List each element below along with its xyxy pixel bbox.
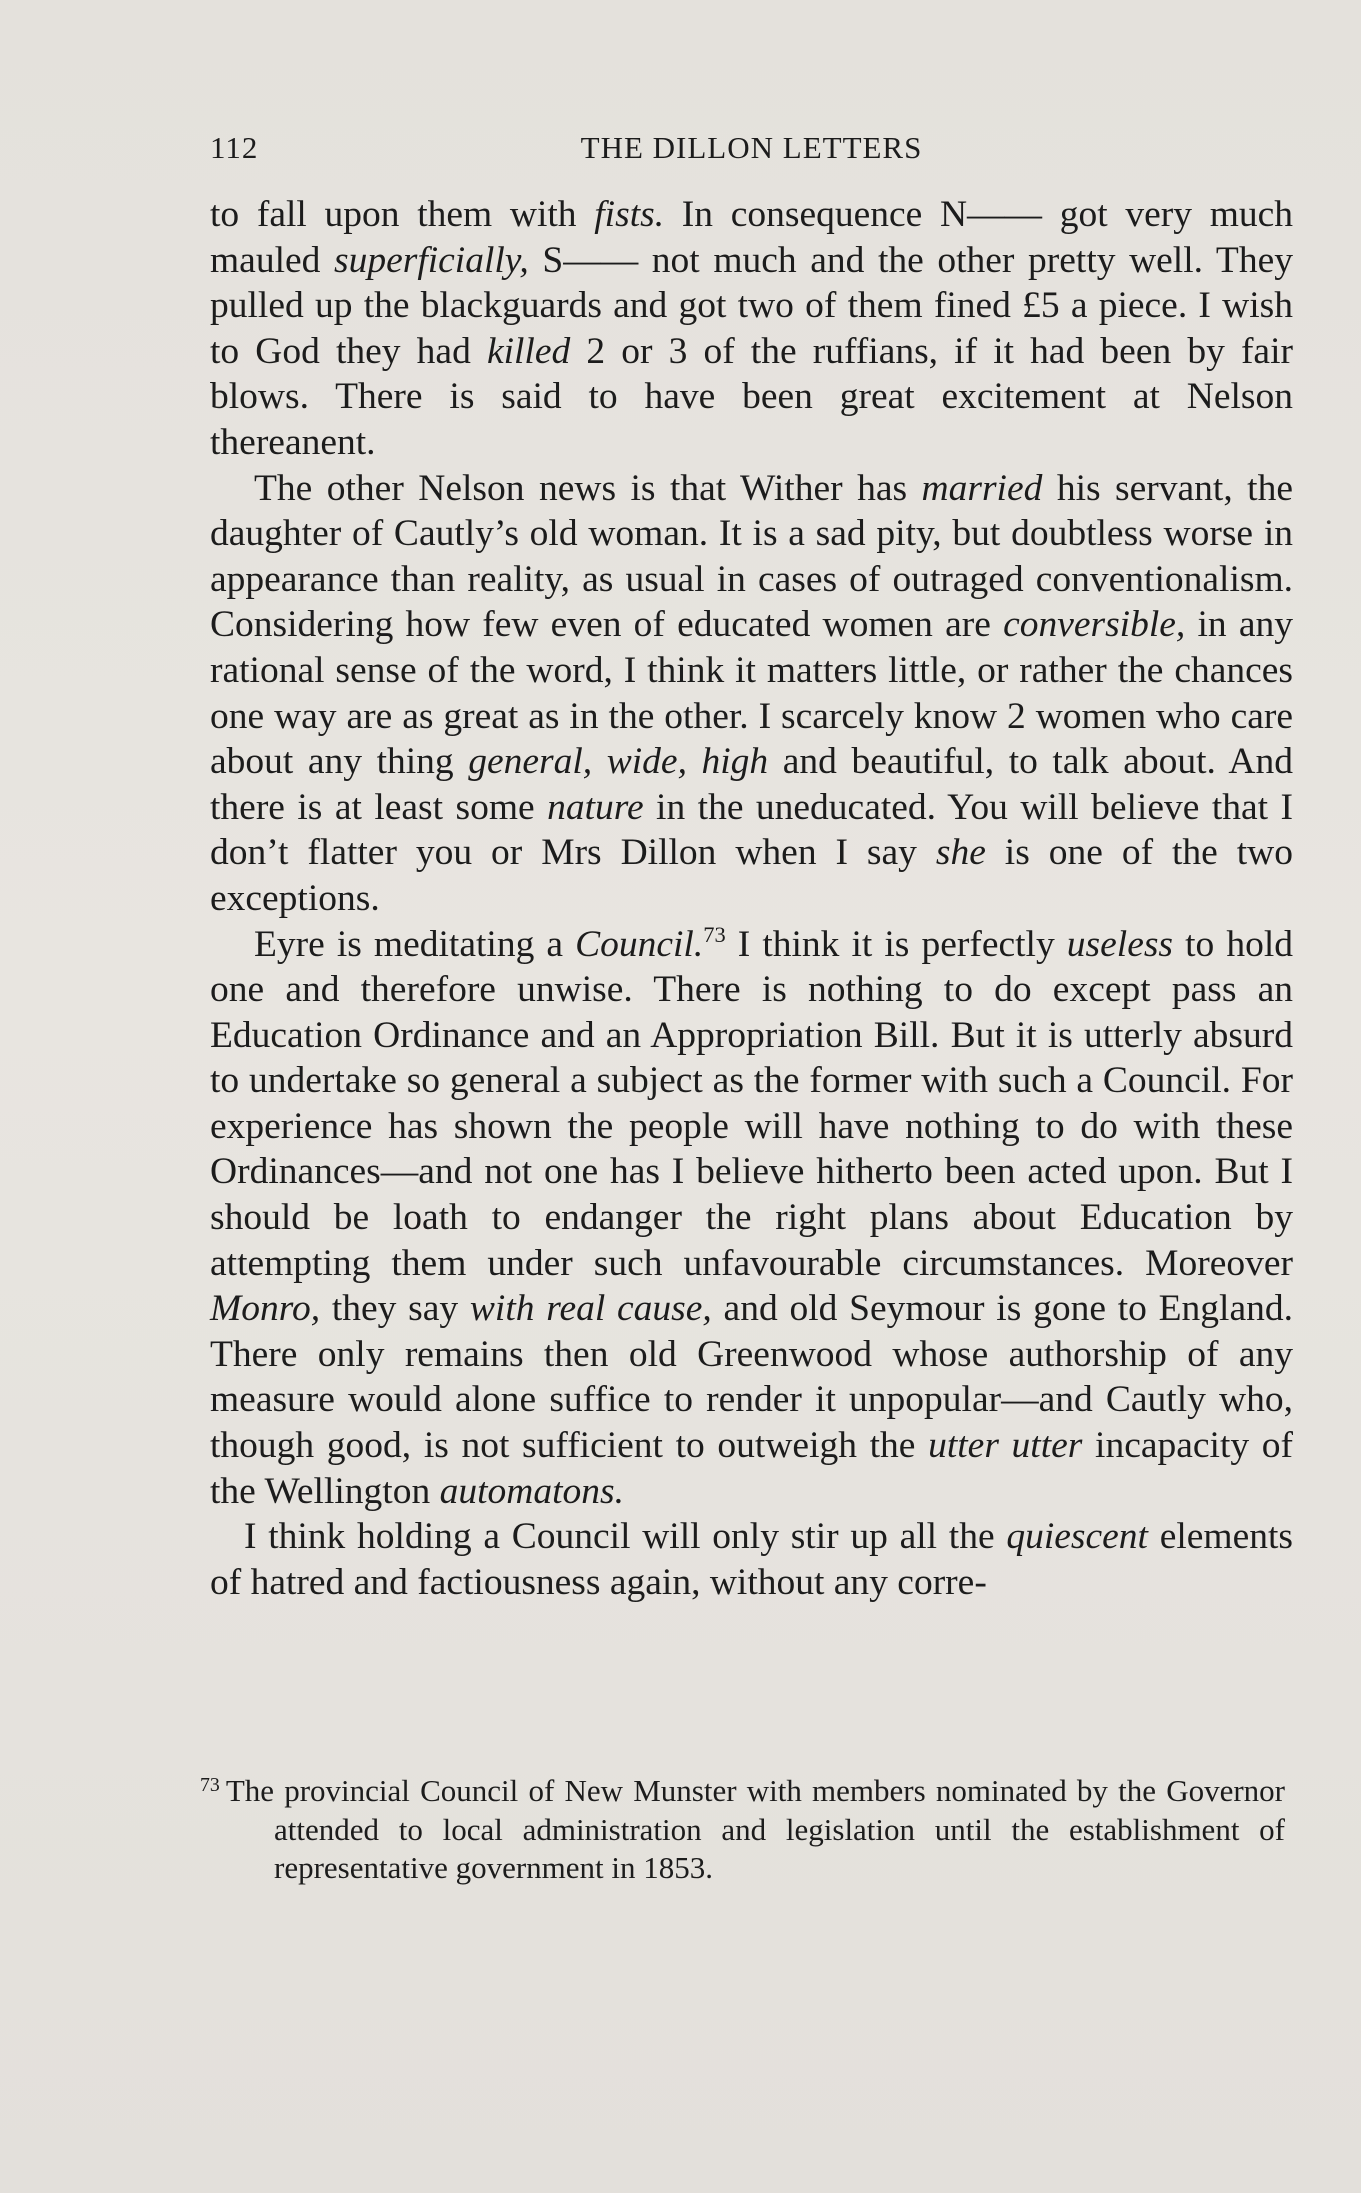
text-run: to hold one and therefore unwise. There is nothing to do except pass an Education Ordinance and an Appropriation Bill. But it is utterly absurd to undertake so general a subject as the former with such a Council. For experience has shown the people will have nothing to do with these Ordinances—and not one has I believe hitherto been acted upon. But I should be loath to endanger the right plans about Education by attempting them under such unfavourable circumstances. Moreover	[210, 923, 1293, 1284]
italic-text: she	[935, 832, 986, 874]
text-run: I think holding a Council will only stir up all the	[244, 1516, 1007, 1558]
italic-text: fists.	[594, 194, 665, 235]
text-run: and old Seymour is gone to England. There only remains then old Greenwood whose authorship of any measure would alone suffice to render it unpopular—and Cautly who, though good, is not sufficient to outweigh the	[210, 1288, 1293, 1467]
italic-text: quiescent	[1006, 1516, 1148, 1558]
body-text	[210, 192, 1293, 1605]
text-run: S—— not much and the other pretty well. They pulled up the blackguards and got two of them fined £5 a piece. I wish to God they had	[210, 239, 1293, 372]
paragraph	[210, 466, 1293, 922]
text-run: to fall upon them with	[210, 194, 595, 235]
italic-text: Council.	[575, 923, 704, 965]
italic-text: with real cause,	[469, 1288, 712, 1330]
text-run: and beautiful, to talk about. And there is at least some	[210, 741, 1293, 828]
footnote-text: The provincial Council of New Munster with members nominated by the Governor attended to local administration and legislation until the establishment of representative government in 1853.	[225, 1773, 1285, 1885]
text-run: incapacity of the Wellington	[210, 1425, 1293, 1512]
italic-text: nature	[547, 786, 644, 828]
italic-text: conversible,	[1003, 604, 1186, 646]
italic-text: general, wide, high	[468, 741, 769, 783]
footnote	[200, 1772, 1285, 1888]
page-header	[210, 130, 1293, 174]
footnote-mark: 73	[200, 1774, 220, 1797]
text-run: I think it is perfectly	[725, 923, 1067, 965]
text-run: 2 or 3 of the ruffians, if it had been by fair blows. There is said to have been great excitement at Nelson thereanent.	[210, 330, 1293, 463]
text-run: they say	[320, 1288, 470, 1330]
text-run: in the uneducated. You will believe that I don’t flatter you or Mrs Dillon when I say	[210, 786, 1293, 874]
italic-text: Monro,	[210, 1288, 321, 1330]
paragraph	[210, 192, 1293, 466]
italic-text: killed	[486, 330, 571, 372]
footnote-reference: 73	[703, 921, 726, 947]
paragraph	[210, 1514, 1293, 1605]
running-head: THE DILLON LETTERS	[580, 130, 923, 165]
text-run: elements of hatred and factiousness again, without any corre-	[210, 1516, 1293, 1603]
text-run: Eyre is meditating a	[254, 923, 576, 965]
italic-text: superficially,	[333, 239, 529, 281]
italic-text: useless	[1066, 923, 1174, 965]
italic-text: utter utter	[928, 1425, 1083, 1467]
paragraph	[210, 922, 1293, 1515]
text-run: in any rational sense of the word, I think it matters little, or rather the chances one way are as great as in the other. I scarcely know 2 women who care about any thing	[210, 604, 1293, 783]
page-number: 112	[210, 130, 259, 165]
text-run: is one of the two exceptions.	[210, 832, 1293, 919]
italic-text: automatons.	[439, 1470, 624, 1512]
italic-text: married	[921, 467, 1043, 509]
text-run: In consequence N—— got very much mauled	[210, 194, 1294, 281]
text-run: his servant, the daughter of Cautly’s old woman. It is a sad pity, but doubtless worse in appearance than reality, as usual in cases of outraged conventionalism. Considering how few even of educated women are	[210, 467, 1293, 646]
text-run: The other Nelson news is that Wither has	[254, 467, 922, 509]
